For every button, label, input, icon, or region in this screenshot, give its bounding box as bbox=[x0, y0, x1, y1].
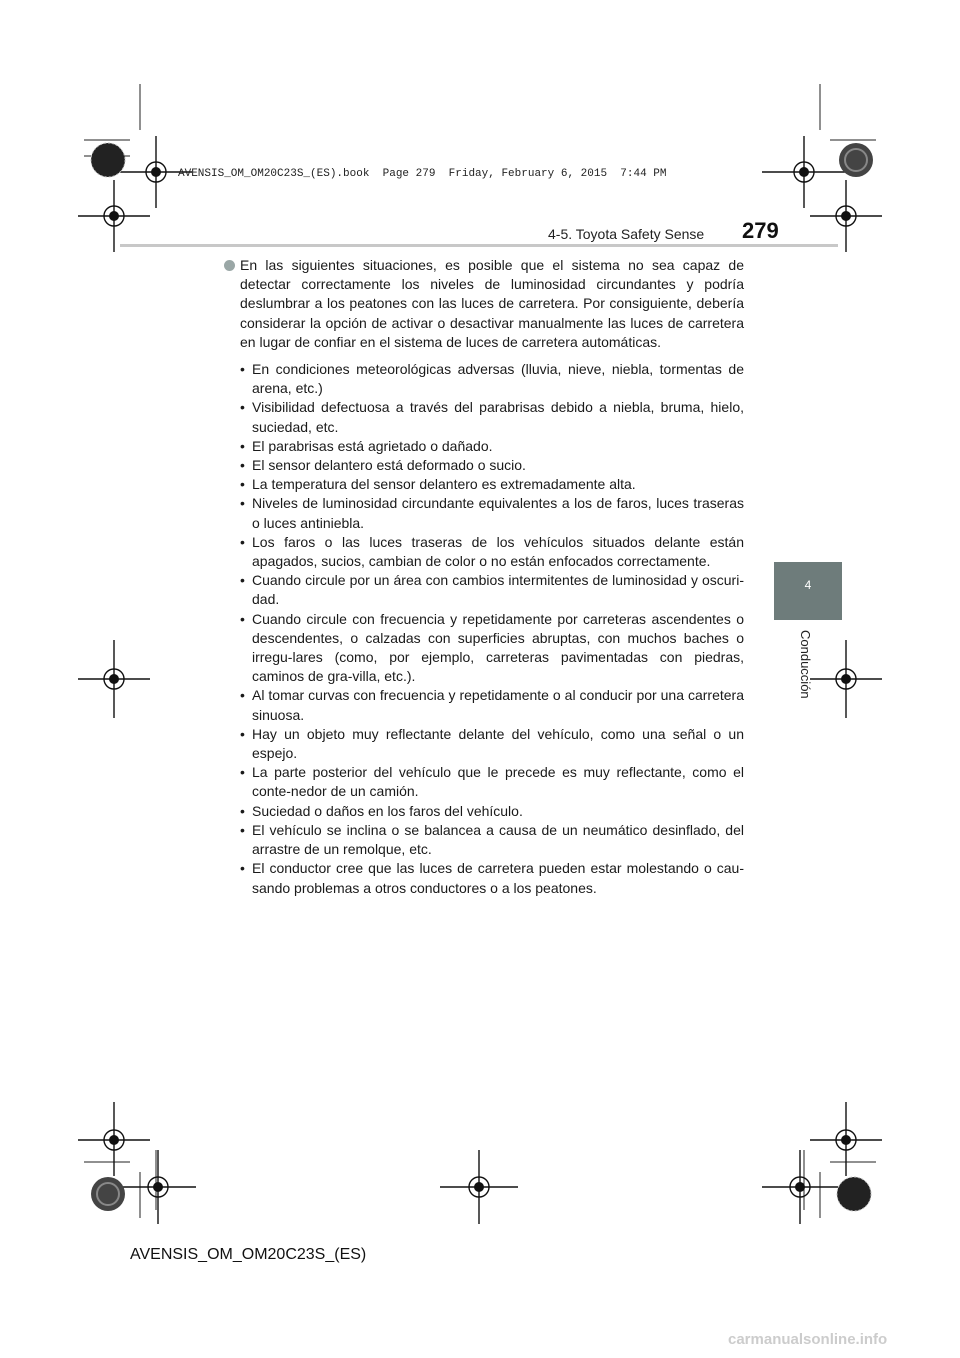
list-item: • El conductor cree que las luces de carretera pueden estar molestando o cau-sando problemas a otros conductores o a los peatones. bbox=[240, 859, 744, 897]
section-title: 4-5. Toyota Safety Sense bbox=[548, 226, 705, 242]
list-item: • Los faros o las luces traseras de los vehículos situados delante están apagados, sucios, cambian de color o no están enfocados correctamente. bbox=[240, 533, 744, 571]
manual-code: AVENSIS_OM_OM20C23S_(ES) bbox=[130, 1246, 367, 1263]
list-item: • Al tomar curvas con frecuencia y repetidamente o al conducir por una carretera sinuosa. bbox=[240, 686, 744, 724]
header-rule bbox=[120, 244, 838, 247]
bullet-circle-icon bbox=[224, 260, 235, 271]
list-item: • El vehículo se inclina o se balancea a causa de un neumático desinflado, del arrastre de un remolque, etc. bbox=[240, 821, 744, 859]
star-dial-top-right bbox=[839, 143, 873, 177]
list-item: • La parte posterior del vehículo que le precede es muy reflectante, como el conte-nedor de un camión. bbox=[240, 763, 744, 801]
note-text: En las siguientes situaciones, es posible que el sistema no sea capaz de detectar correctamente los niveles de luminosidad circundantes y podría deslumbrar a los peatones con las luces de carretera. Por consiguiente, debería considerar la opción de activar o desactivar manualmente las luces de carretera en lugar de confiar en el sistema de luces de carretera automáticas. bbox=[240, 257, 744, 350]
list-item: • Niveles de luminosidad circundante equivalentes a los de faros, luces traseras o luces antiniebla. bbox=[240, 494, 744, 532]
chapter-tab-number: 4 bbox=[804, 578, 812, 592]
list-item: • El sensor delantero está deformado o sucio. bbox=[240, 456, 744, 475]
list-item: • En condiciones meteorológicas adversas (lluvia, nieve, niebla, tormentas de arena, etc.) bbox=[240, 360, 744, 398]
list-item: • El parabrisas está agrietado o dañado. bbox=[240, 437, 744, 456]
chapter-label: Conducción bbox=[798, 630, 813, 699]
watermark: carmanualsonline.info bbox=[728, 1331, 888, 1348]
star-dial-bottom-right bbox=[837, 1177, 871, 1211]
list-item: • Cuando circule con frecuencia y repetidamente por carreteras ascendentes o descendentes, o calzadas con superficies abruptas, con muchos baches o irregu-lares (como, por ejemplo, carreteras pavimentadas con piedras, caminos de gra-villa, etc.). bbox=[240, 610, 744, 687]
situation-list bbox=[226, 360, 744, 898]
page-number: 279 bbox=[742, 218, 779, 243]
print-info: AVENSIS_OM_OM20C23S_(ES).book Page 279 Friday, February 6, 2015 7:44 PM bbox=[178, 168, 667, 180]
main-content bbox=[226, 256, 744, 898]
list-item: • Suciedad o daños en los faros del vehículo. bbox=[240, 802, 744, 821]
note-paragraph bbox=[226, 256, 744, 352]
list-item: • Visibilidad defectuosa a través del parabrisas debido a niebla, bruma, hielo, suciedad, etc. bbox=[240, 398, 744, 436]
list-item: • La temperatura del sensor delantero es extremadamente alta. bbox=[240, 475, 744, 494]
star-dial-top-left bbox=[91, 143, 125, 177]
star-dial-bottom-left bbox=[91, 1177, 125, 1211]
list-item: • Hay un objeto muy reflectante delante del vehículo, como una señal o un espejo. bbox=[240, 725, 744, 763]
list-item: • Cuando circule por un área con cambios intermitentes de luminosidad y oscuri-dad. bbox=[240, 571, 744, 609]
